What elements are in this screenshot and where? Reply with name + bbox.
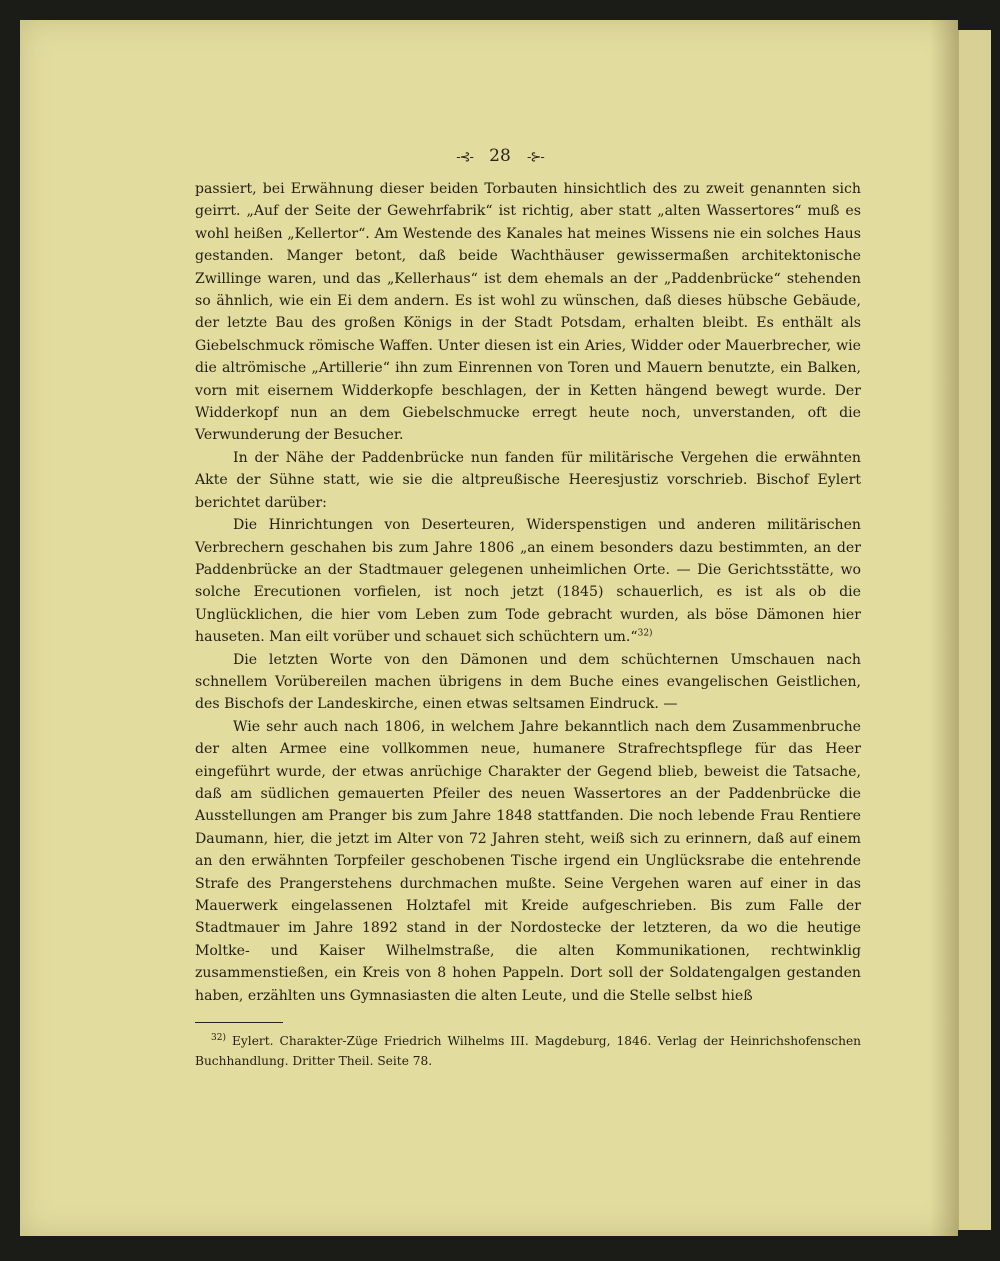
body-text [195,178,861,1007]
paragraph-5: Wie sehr auch nach 1806, in welchem Jahre bekanntlich nach dem Zusammenbruche der alten Armee eine vollkommen neue, humanere Strafrechtspflege für das Heer eingeführt wurde, der etwas anrüchige Charakter der Gegend blieb, beweist die Tatsache, daß am südlichen gemauerten Pfeiler des neuen Wassertores an der Paddenbrücke die Ausstellungen am Pranger bis zum Jahre 1848 stattfanden. Die noch lebende Frau Rentiere Daumann, hier, die jetzt im Alter von 72 Jahren steht, weiß sich zu erinnern, daß auf einem an den erwähnten Torpfeiler geschobenen Tische irgend ein Unglücksrabe die entehrende Strafe des Prangerstehens durchmachen mußte. Seine Vergehen waren auf einer in das Mauerwerk eingelassenen Holztafel mit Kreide aufgeschrieben. Bis zum Falle der Stadtmauer im Jahre 1892 stand in der Nordostecke der letzteren, da wo die heutige Moltke- und Kaiser Wilhelmstraße, die alten Kommunikationen, rechtwinklig zusammenstießen, ein Kreis von 8 hohen Pappeln. Dort soll der Soldatengalgen gestanden haben, erzählten uns Gymnasiasten die alten Leute, und die Stelle selbst hieß [195,718,861,1004]
footnote-reference: 32) [637,628,653,639]
gutter-shadow [930,20,958,1236]
footnote-text: Eylert. Charakter-Züge Friedrich Wilhelms III. Magdeburg, 1846. Verlag der Heinrichshofenschen Buchhandlung. Dritter Theil. Seite 78. [195,1034,862,1068]
paragraph-1: passiert, bei Erwähnung dieser beiden Torbauten hinsichtlich des zu zweit genannten sich geirrt. „Auf der Seite der Gewehrfabrik“ ist richtig, aber statt „alten Wassertores“ muß es wohl heißen „Kellertor“. Am Westende des Kanales hat meines Wissens nie ein solches Haus gestanden. Manger betont, daß beide Wachthäuser gewissermaßen architektonische Zwillinge waren, und das „Kellerhaus“ ist dem ehemals an der „Paddenbrücke“ stehenden so ähnlich, wie ein Ei dem andern. Es ist wohl zu wünschen, daß dieses hübsche Gebäude, der letzte Bau des großen Königs in der Stadt Potsdam, erhalten bleibt. Es enthält als Giebelschmuck römische Waffen. Unter diesen ist ein Aries, Widder oder Mauerbrecher, wie die altrömische „Artillerie“ ihn zum Einrennen von Toren und Mauern benutzte, ein Balken, vorn mit eisernem Widderkopfe beschlagen, der in Ketten hängend bewegt wurde. Der Widderkopf nun an dem Giebelschmucke erregt heute noch, unverstanden, oft die Verwunderung der Besucher. [195,181,861,444]
paragraph-3-quote [195,514,861,648]
header-ornament-left: -⊰- [456,150,473,165]
paragraph-2: In der Nähe der Paddenbrücke nun fanden für militärische Vergehen die erwähnten Akte der Sühne statt, wie sie die altpreußische Heeresjustiz vorschrieb. Bischof Eylert berichtet darüber: [195,449,861,511]
page-number: 28 [489,146,511,166]
next-page-edge [958,30,991,1230]
page-header [0,146,1000,166]
quote-text: Die Hinrichtungen von Deserteuren, Widerspenstigen und anderen militärischen Verbrechern geschahen bis zum Jahre 1806 „an einem besonders dazu bestimmten, an der Paddenbrücke an der Stadtmauer gelegenen unheimlichen Orte. — Die Gerichtsstätte, wo solche Erecutionen vorfielen, ist noch jetzt (1845) schauerlich, es ist als ob die Unglücklichen, die hier vom Leben zum Tode gebracht wurden, als böse Dämonen hier hauseten. Man eilt vorüber und schauet sich schüchtern um.“ [195,517,861,646]
footnote-marker: 32) [211,1032,226,1043]
footnote [195,1031,861,1071]
footnote-rule [195,1022,283,1023]
header-ornament-right: -⊱- [527,150,544,165]
paragraph-4: Die letzten Worte von den Dämonen und dem schüchternen Umschauen nach schnellem Vorübereilen machen übrigens in dem Buche eines evangelischen Geistlichen, des Bischofs der Landeskirche, einen etwas seltsamen Eindruck. — [195,651,861,713]
